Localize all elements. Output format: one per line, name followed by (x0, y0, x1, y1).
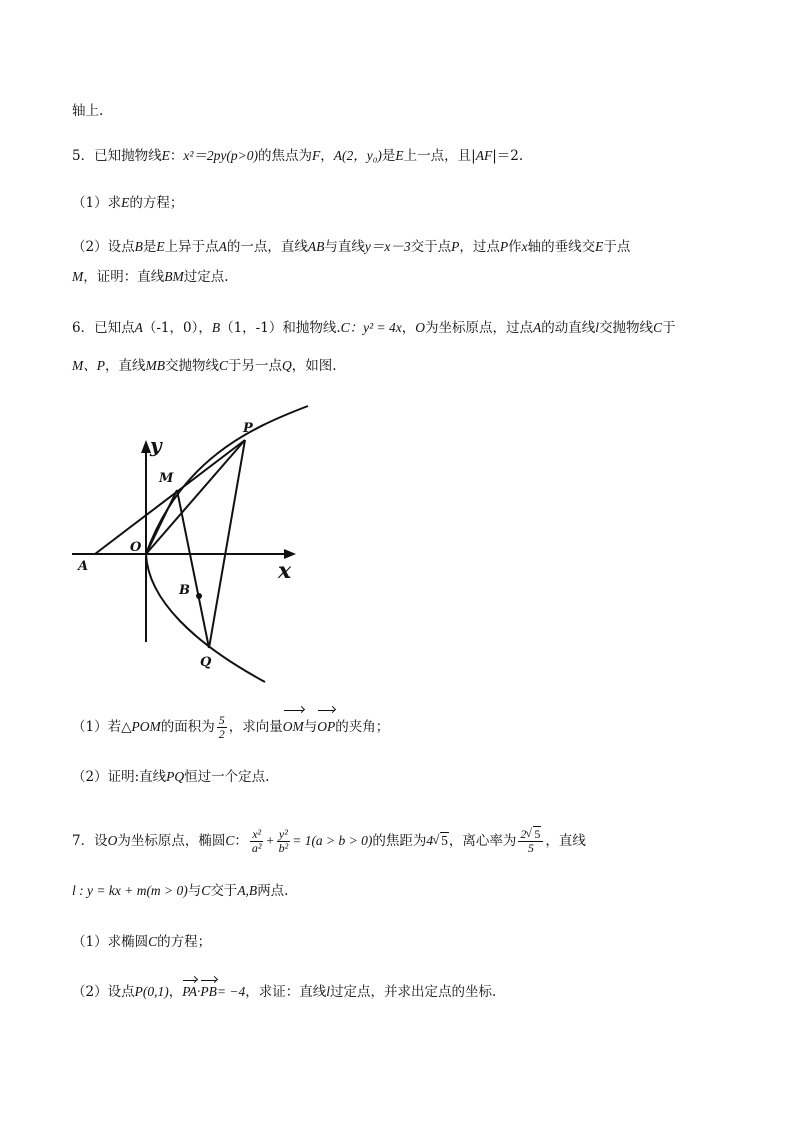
label-x: x (278, 558, 292, 584)
problem-7-statement-line-1: 7．设O为坐标原点，椭圆C： $\frac{\text{x²}}{\text{a²}}$ + $\frac{\text{y²}}{\text{b²}}$ = 1(a > b > 0)的焦距为4√ 5，离心率为 $\frac{2√ 5}{5}$ ，直线 (72, 824, 586, 858)
problem-5-part-2-line-1: （2）设点B是E上异于点A的一点，直线AB与直线y＝x－3交于点P，过点P作x轴的垂线交E于点 (72, 239, 631, 255)
problem-6-part-2: （2）证明:直线PQ恒过一个定点. (72, 769, 270, 785)
problem-7-part-2: （2）设点P(0,1)，PA·PB= −4，求证：直线l过定点，并求出定点的坐标. (72, 984, 497, 1000)
label-B: B (179, 583, 190, 598)
label-A: A (78, 559, 89, 574)
ellipse-y-term: $\frac{\text{y²}}{\text{b²}}$ (278, 827, 289, 855)
ellipse-x-term: $\frac{\text{x²}}{\text{a²}}$ (251, 827, 262, 855)
point-B (196, 593, 202, 599)
area-fraction: $\frac{5}{2}$ (218, 713, 225, 741)
line-OP (146, 440, 245, 554)
problem-7-part-1: （1）求椭圆C的方程； (72, 934, 212, 950)
vector-OP: OP (317, 712, 335, 742)
problem-5-part-2-line-2: M，证明：直线BM过定点. (72, 269, 229, 285)
label-M: M (159, 471, 174, 486)
label-Q: Q (200, 655, 212, 670)
line-AP (95, 440, 245, 554)
label-y: y (150, 433, 162, 457)
vector-PA: PA (182, 982, 197, 1002)
parabola-figure (70, 400, 315, 688)
page-fragment: 轴上. (72, 103, 104, 119)
problem-6-statement-line-1: 6．已知点A（-1，0），B（1，-1）和抛物线.C：y² = 4x，O为坐标原点，过点A的动直线l交抛物线C于 (72, 320, 676, 336)
label-O: O (130, 540, 142, 555)
problem-7-statement-line-2: l : y = kx + m(m > 0)与C交于A,B两点. (72, 883, 289, 899)
problem-6-statement-line-2: M、P，直线MB交抛物线C于另一点Q，如图. (72, 358, 337, 374)
eccentricity-fraction: $\frac{2√ 5}{5}$ (518, 828, 543, 855)
problem-5-statement: 5．已知抛物线E：x²＝2py(p>0)的焦点为F，A(2，y₀)是E上一点，且|AF|＝2. (72, 148, 524, 164)
problem-6-part-1: （1）若△POM的面积为 $\frac{5}{2}$ ，求向量OM与OP的夹角； (72, 713, 390, 741)
problem-5-part-1: （1）求E的方程； (72, 195, 184, 211)
focal-sqrt: √ 5 (433, 824, 449, 858)
line-PQ (209, 440, 245, 648)
line-MQ (177, 490, 209, 648)
vector-PB: PB (200, 982, 217, 1002)
line-OM (146, 490, 177, 554)
label-P: P (243, 421, 253, 436)
vector-OM: OM (283, 712, 304, 742)
